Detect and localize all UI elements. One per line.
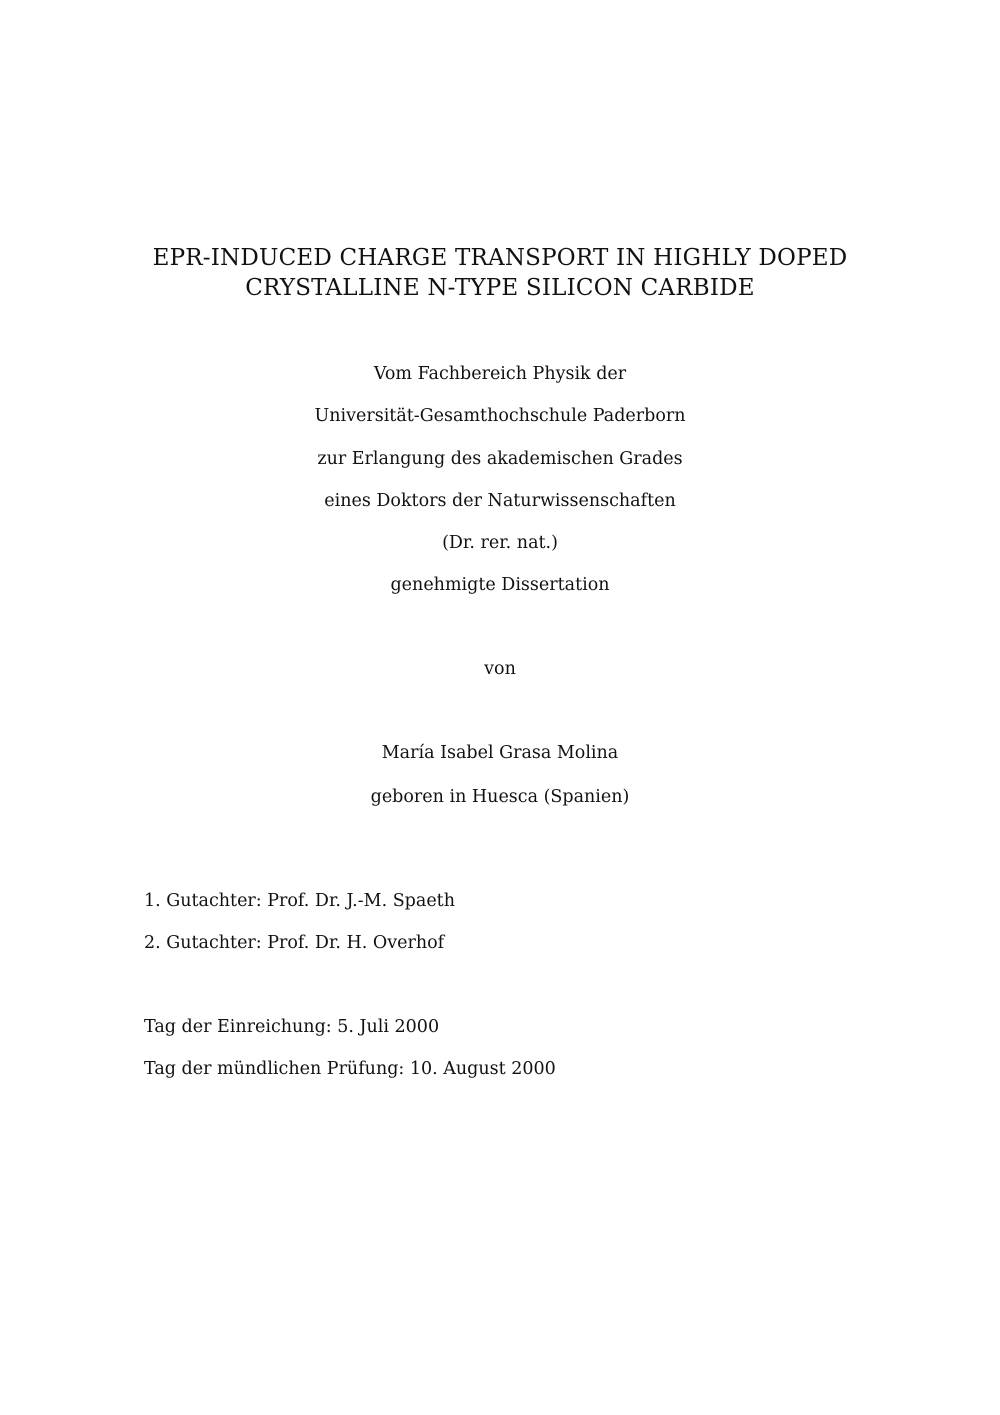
title-line-2: CRYSTALLINE N-TYPE SILICON CARBIDE [245, 275, 755, 301]
von-line: von [484, 659, 516, 679]
author-name: María Isabel Grasa Molina [381, 743, 619, 763]
degree-abbreviation-line: (Dr. rer. nat.) [442, 533, 558, 553]
author-birthplace: geboren in Huesca (Spanien) [370, 787, 630, 807]
second-reviewer: 2. Gutachter: Prof. Dr. H. Overhof [144, 933, 445, 953]
degree-purpose-line: zur Erlangung des akademischen Grades [317, 449, 683, 469]
first-reviewer: 1. Gutachter: Prof. Dr. J.-M. Spaeth [144, 891, 455, 911]
title-line-1: EPR-INDUCED CHARGE TRANSPORT IN HIGHLY DOPED [152, 245, 848, 271]
faculty-line: Vom Fachbereich Physik der [373, 364, 627, 384]
university-line: Universität-Gesamthochschule Paderborn [314, 406, 686, 426]
dissertation-approval-line: genehmigte Dissertation [390, 575, 610, 595]
dissertation-title [80, 243, 920, 303]
submission-date: Tag der Einreichung: 5. Juli 2000 [144, 1017, 440, 1037]
degree-name-line: eines Doktors der Naturwissenschaften [324, 491, 676, 511]
oral-exam-date: Tag der mündlichen Prüfung: 10. August 2000 [144, 1059, 556, 1079]
